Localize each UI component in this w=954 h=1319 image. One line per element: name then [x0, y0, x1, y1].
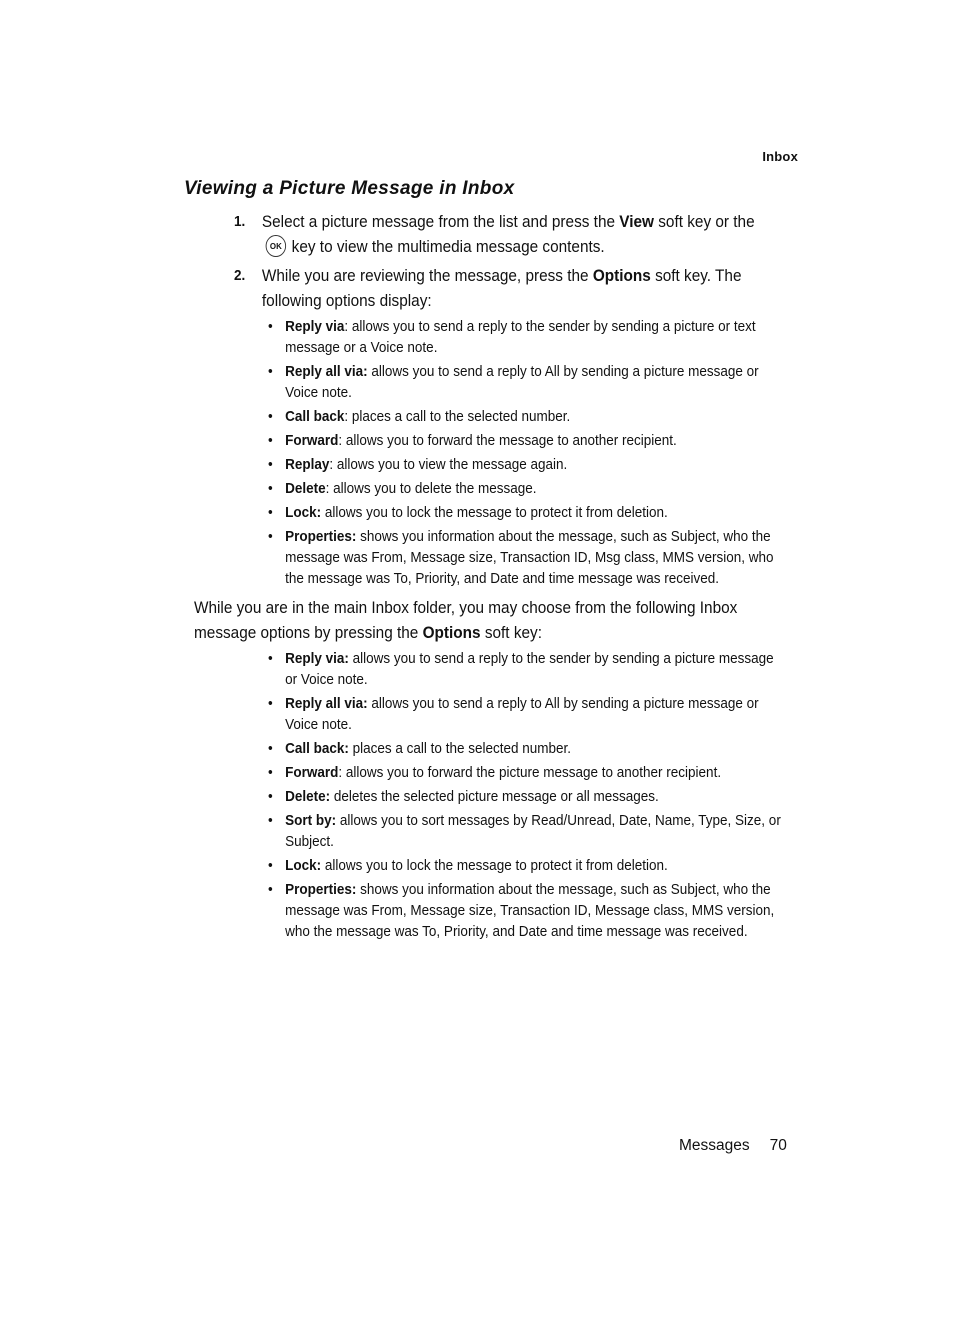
option-term: Lock: — [285, 857, 322, 874]
list-item — [268, 526, 785, 589]
step-2 — [234, 264, 764, 313]
page-footer — [679, 1137, 787, 1155]
step-text: soft key. The following options display: — [261, 267, 742, 310]
list-item — [268, 693, 785, 735]
option-term: Replay — [285, 456, 330, 473]
step-text: soft key or the — [653, 213, 755, 231]
list-item — [268, 454, 785, 475]
list-item — [268, 879, 785, 942]
option-term: Forward — [285, 432, 339, 449]
list-item — [268, 430, 785, 451]
section-title: Viewing a Picture Message in Inbox — [184, 178, 515, 199]
option-desc: allows you to sort messages by Read/Unread, Date, Name, Type, Size, or Subject. — [285, 812, 781, 850]
option-desc: allows you to send a reply to All by sending a picture message or Voice note. — [285, 363, 759, 401]
option-desc: : allows you to delete the message. — [325, 480, 537, 497]
list-item — [268, 502, 785, 523]
step-number: 2. — [234, 268, 246, 284]
list-item — [268, 648, 785, 690]
option-desc: allows you to lock the message to protect it from deletion. — [321, 857, 668, 874]
option-desc: allows you to send a reply to the sender by sending a picture message or Voice note. — [285, 650, 774, 688]
steps-list — [234, 210, 804, 313]
option-term: Reply all via: — [285, 695, 368, 712]
list-item — [268, 786, 785, 807]
message-options-list — [268, 316, 842, 592]
list-item — [268, 738, 785, 759]
inbox-options-list — [268, 648, 842, 945]
option-term: Reply via: — [285, 650, 349, 667]
option-desc: allows you to lock the message to protect it from deletion. — [321, 504, 668, 521]
option-term: Reply via — [285, 318, 345, 335]
option-desc: : places a call to the selected number. — [344, 408, 571, 425]
option-term: Properties: — [285, 528, 357, 545]
footer-section: Messages — [679, 1137, 750, 1154]
list-item — [268, 316, 785, 358]
step-number: 1. — [234, 214, 246, 230]
list-item — [268, 478, 785, 499]
option-term: Properties: — [285, 881, 357, 898]
option-desc: : allows you to forward the message to another recipient. — [338, 432, 677, 449]
option-term: Sort by: — [285, 812, 337, 829]
option-term: Delete — [285, 480, 326, 497]
step-text: While you are reviewing the message, press the — [261, 267, 593, 285]
option-term: Delete: — [285, 788, 331, 805]
step-1 — [234, 210, 764, 259]
ok-key-icon: OK — [266, 235, 286, 257]
list-item — [268, 762, 785, 783]
option-desc: deletes the selected picture message or all messages. — [330, 788, 659, 805]
running-header: Inbox — [762, 149, 798, 164]
soft-key-name: Options — [422, 623, 481, 642]
option-term: Lock: — [285, 504, 322, 521]
inbox-options-paragraph — [194, 596, 789, 645]
soft-key-name: View — [619, 213, 654, 231]
option-desc: places a call to the selected number. — [348, 740, 572, 757]
option-desc: shows you information about the message, such as Subject, who the message was From, Message size, Transaction ID, Msg class, MMS version, who the message was To, Priority, and Date and time message was received. — [285, 528, 774, 587]
step-text: key to view the multimedia message contents. — [291, 237, 605, 256]
list-item — [268, 810, 785, 852]
list-item — [268, 361, 785, 403]
option-desc: : allows you to forward the picture message to another recipient. — [338, 764, 722, 781]
list-item — [268, 406, 785, 427]
option-term: Call back: — [285, 740, 349, 757]
option-term: Forward — [285, 764, 339, 781]
paragraph-text: While you are in the main Inbox folder, you may choose from the following Inbox message options by pressing the — [194, 599, 738, 642]
list-item — [268, 855, 785, 876]
soft-key-name: Options — [592, 267, 651, 285]
step-text: Select a picture message from the list and press the — [261, 213, 620, 231]
option-desc: : allows you to send a reply to the sender by sending a picture or text message or a Voice note. — [285, 318, 756, 356]
option-desc: shows you information about the message, such as Subject, who the message was From, Message size, Transaction ID, Message class, MMS version, who the message was To, Priority, and Date and time message was received. — [285, 881, 775, 940]
option-term: Call back — [285, 408, 345, 425]
option-term: Reply all via: — [285, 363, 368, 380]
option-desc: allows you to send a reply to All by sending a picture message or Voice note. — [285, 695, 759, 733]
paragraph-text: soft key: — [480, 623, 542, 642]
page-number: 70 — [769, 1137, 787, 1154]
option-desc: : allows you to view the message again. — [329, 456, 568, 473]
